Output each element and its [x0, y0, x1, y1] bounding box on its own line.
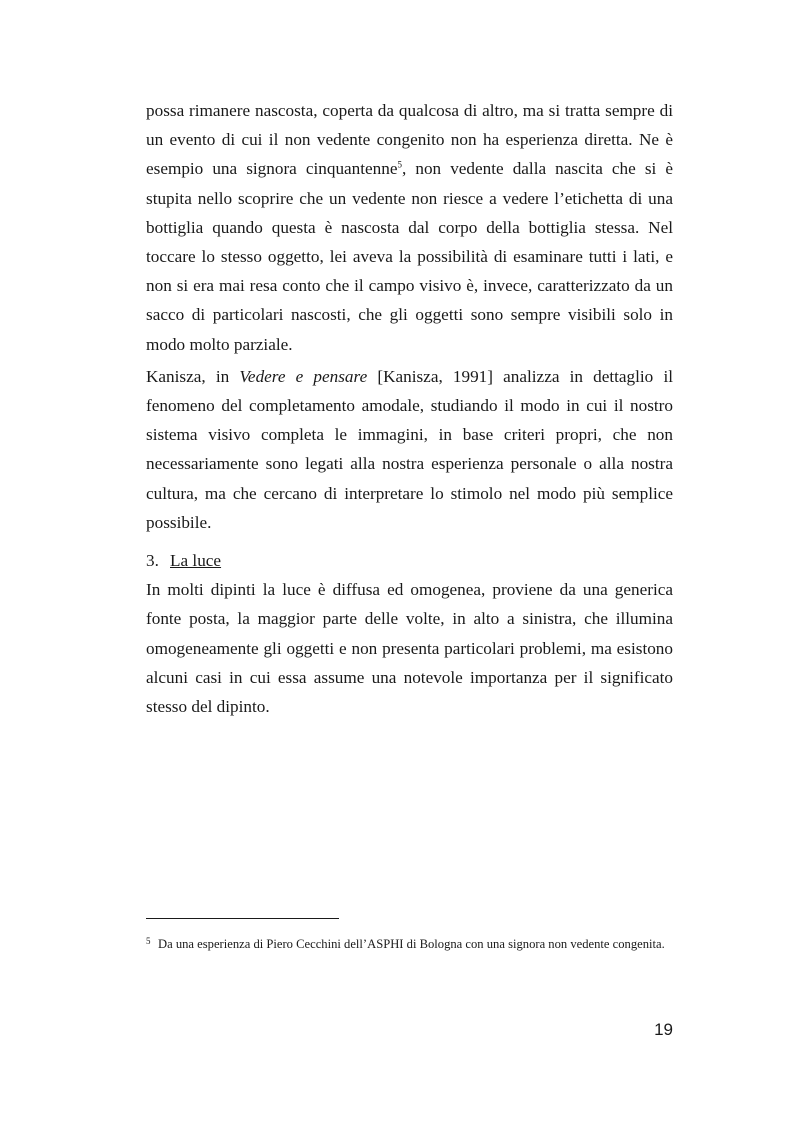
body-text: [146, 96, 673, 721]
paragraph-text: , non vedente dalla nascita che si è stupita nello scoprire che un vedente non riesce a vedere l’etichetta di una bottiglia quando questa è nascosta dal corpo della bottiglia stessa. Nel toccare lo stesso oggetto, lei aveva la possibilità di esaminare tutti i lati, e non si era mai resa conto che il campo visivo è, invece, caratterizzato da un sacco di particolari nascosti, che gli oggetti sono sempre visibili solo in modo molto parziale.: [146, 159, 673, 354]
paragraph-text: possa rimanere nascosta, coperta da qualcosa di altro, ma si tratta sempre di un evento di cui il non vedente congenito non ha esperienza diretta. Ne è esempio una signora cinquantenne: [146, 101, 673, 179]
footnote-reference: 5: [397, 159, 402, 170]
section-heading: [146, 546, 673, 575]
footnote-marker: 5: [146, 936, 151, 946]
paragraph-text: Kanisza, in: [146, 366, 240, 386]
section-number: 3.: [146, 551, 159, 571]
footnote-text: Da una esperienza di Piero Cecchini dell’ASPHI di Bologna con una signora non vedente congenita.: [158, 937, 665, 951]
page-number: 19: [654, 1020, 673, 1039]
footnote: [146, 933, 673, 957]
paragraph-text: In molti dipinti la luce è diffusa ed omogenea, proviene da una generica fonte posta, la maggior parte delle volte, in alto a sinistra, che illumina omogeneamente gli oggetti e non presenta particolari problemi, ma esistono alcuni casi in cui essa assume una notevole importanza per il significato stesso del dipinto.: [146, 580, 673, 717]
book-title: Vedere e pensare: [239, 366, 368, 386]
paragraph-kanisza: [146, 362, 673, 537]
section-title: La luce: [170, 551, 222, 571]
paragraph-light: [146, 575, 673, 721]
paragraph-text: [Kanisza, 1991] analizza in dettaglio il fenomeno del completamento amodale, studiando il modo in cui il nostro sistema visivo completa le immagini, in base criteri propri, che non necessariamente sono legati alla nostra esperienza personale o alla nostra cultura, ma che cercano di interpretare lo stimolo nel modo più semplice possibile.: [146, 366, 673, 532]
footnote-separator: [146, 918, 339, 919]
paragraph-blind-observer: [146, 96, 673, 359]
